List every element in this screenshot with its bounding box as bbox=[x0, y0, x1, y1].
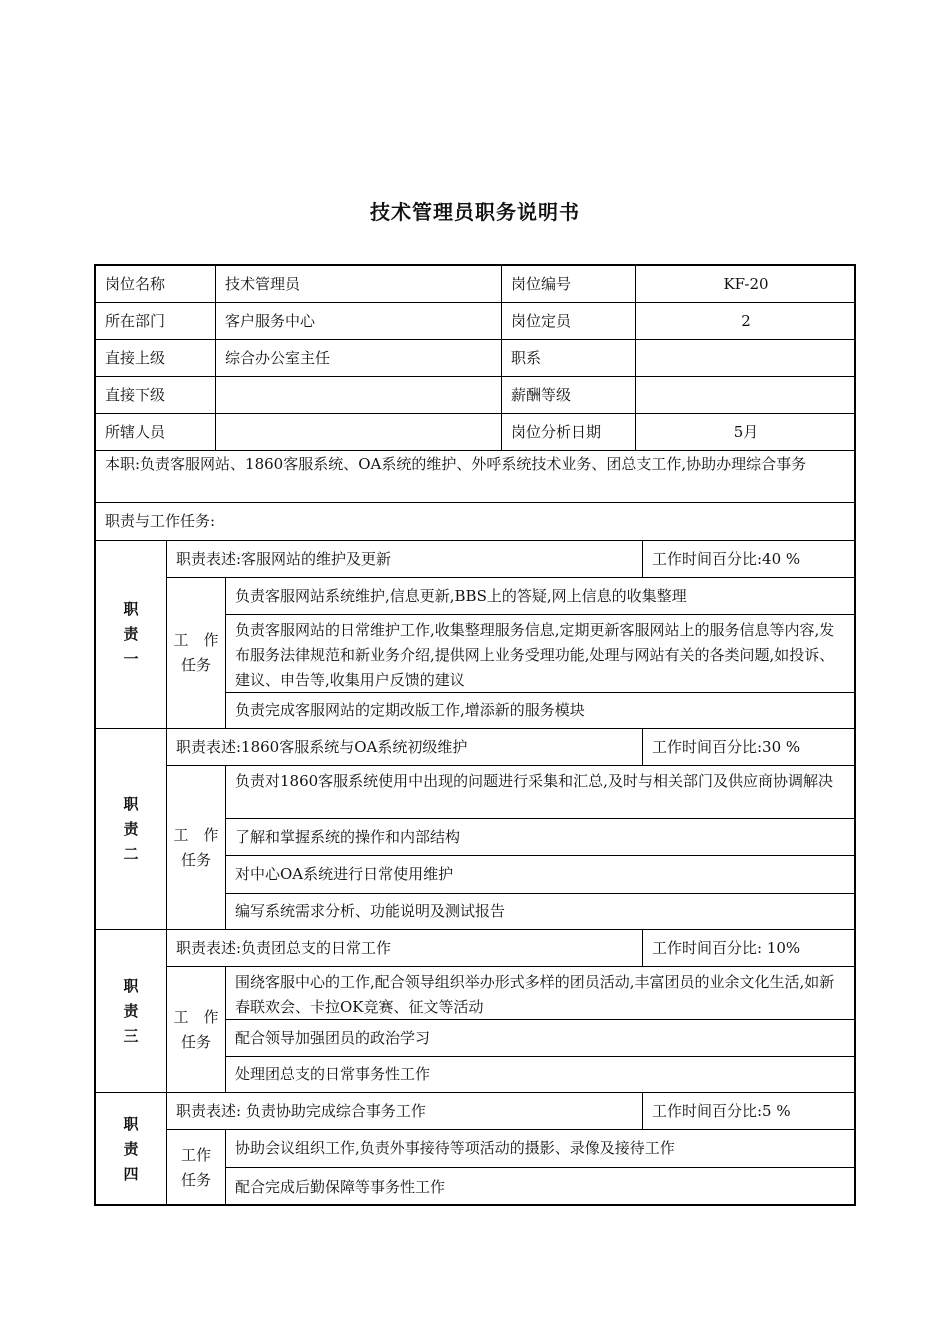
duty-1-label: 职 责 一 bbox=[96, 541, 167, 729]
duty-1-statement: 职责表述:客服网站的维护及更新 bbox=[167, 541, 643, 578]
job-family-label: 职系 bbox=[502, 340, 636, 377]
subordinate-label: 直接下级 bbox=[96, 377, 216, 414]
duty-2-task-1: 负责对1860客服系统使用中出现的问题进行采集和汇总,及时与相关部门及供应商协调解决 bbox=[226, 766, 856, 819]
job-family-value bbox=[636, 340, 856, 377]
duty-4-percent: 工作时间百分比:5 % bbox=[643, 1093, 856, 1130]
salary-grade-label: 薪酬等级 bbox=[502, 377, 636, 414]
duty-2-percent: 工作时间百分比:30 % bbox=[643, 729, 856, 766]
duty-1-task-1: 负责客服网站系统维护,信息更新,BBS上的答疑,网上信息的收集整理 bbox=[226, 578, 856, 615]
headcount-value: 2 bbox=[636, 303, 856, 340]
duty-2-task-2: 了解和掌握系统的操作和内部结构 bbox=[226, 819, 856, 856]
staff-label: 所辖人员 bbox=[96, 414, 216, 451]
duty-3-task-2: 配合领导加强团员的政治学习 bbox=[226, 1020, 856, 1057]
document-title: 技术管理员职务说明书 bbox=[370, 200, 580, 224]
duty-3-percent: 工作时间百分比: 10% bbox=[643, 930, 856, 967]
duty-3-statement: 职责表述:负责团总支的日常工作 bbox=[167, 930, 643, 967]
salary-grade-value bbox=[636, 377, 856, 414]
superior-label: 直接上级 bbox=[96, 340, 216, 377]
position-name-label: 岗位名称 bbox=[96, 266, 216, 303]
duty-2-task-4: 编写系统需求分析、功能说明及测试报告 bbox=[226, 894, 856, 930]
superior-value: 综合办公室主任 bbox=[216, 340, 502, 377]
subordinate-value bbox=[216, 377, 502, 414]
duty-1-percent: 工作时间百分比:40 % bbox=[643, 541, 856, 578]
duty-4-task-label: 工作 任务 bbox=[167, 1130, 226, 1206]
duties-header: 职责与工作任务: bbox=[96, 503, 856, 541]
duty-1-task-2: 负责客服网站的日常维护工作,收集整理服务信息,定期更新客服网站上的服务信息等内容,发布服务法律规范和新业务介绍,提供网上业务受理功能,处理与网站有关的各类问题,如投诉、建议、申告等,收集用户反馈的建议 bbox=[226, 615, 856, 693]
duty-3-task-label: 工 作 任务 bbox=[167, 967, 226, 1093]
duty-4-task-2: 配合完成后勤保障等事务性工作 bbox=[235, 1177, 446, 1196]
department-label: 所在部门 bbox=[96, 303, 216, 340]
position-name-value: 技术管理员 bbox=[216, 266, 502, 303]
position-code-value: KF-20 bbox=[636, 266, 856, 303]
job-summary: 本职:负责客服网站、1860客服系统、OA系统的维护、外呼系统技术业务、团总支工作,协助办理综合事务 bbox=[96, 451, 856, 503]
duty-1-task-label: 工 作 任务 bbox=[167, 578, 226, 729]
duty-2-label: 职 责 二 bbox=[96, 729, 167, 930]
duty-3-task-1: 围绕客服中心的工作,配合领导组织举办形式多样的团员活动,丰富团员的业余文化生活,如新春联欢会、卡拉OK竞赛、征文等活动 bbox=[226, 967, 856, 1020]
headcount-label: 岗位定员 bbox=[502, 303, 636, 340]
duty-2-task-label: 工 作 任务 bbox=[167, 766, 226, 930]
department-value: 客户服务中心 bbox=[216, 303, 502, 340]
duty-3-label: 职 责 三 bbox=[96, 930, 167, 1093]
duty-3-task-3: 处理团总支的日常事务性工作 bbox=[226, 1057, 856, 1093]
analysis-date-label: 岗位分析日期 bbox=[502, 414, 636, 451]
analysis-date-value: 5月 bbox=[636, 414, 856, 451]
job-description-table bbox=[94, 264, 856, 1206]
duty-1-task-3: 负责完成客服网站的定期改版工作,增添新的服务模块 bbox=[226, 693, 856, 729]
staff-value bbox=[216, 414, 502, 451]
duty-2-task-3: 对中心OA系统进行日常使用维护 bbox=[226, 856, 856, 894]
duty-2-statement: 职责表述:1860客服系统与OA系统初级维护 bbox=[167, 729, 643, 766]
duty-4-label: 职 责 四 bbox=[96, 1093, 167, 1206]
duty-4-task-1: 协助会议组织工作,负责外事接待等项活动的摄影、录像及接待工作 bbox=[226, 1130, 856, 1168]
position-code-label: 岗位编号 bbox=[502, 266, 636, 303]
duty-4-statement: 职责表述: 负责协助完成综合事务工作 bbox=[167, 1093, 643, 1130]
